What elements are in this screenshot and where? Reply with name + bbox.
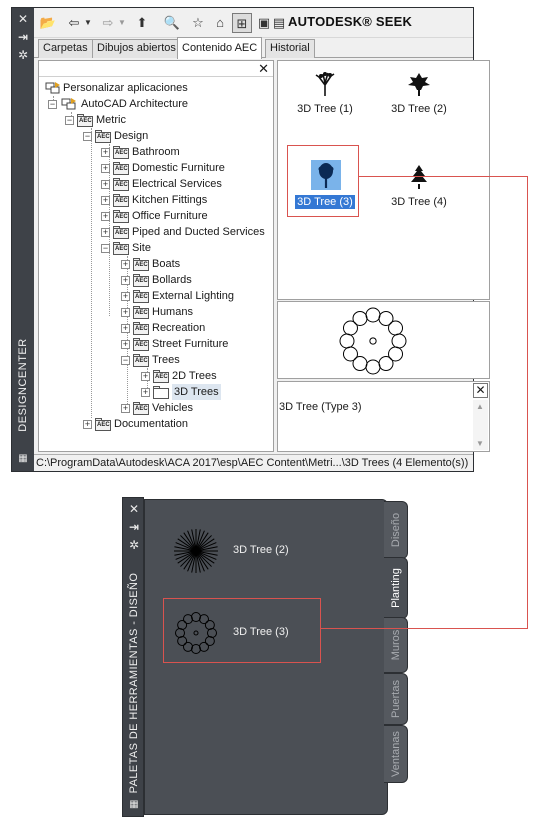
tree-header xyxy=(39,61,273,77)
canopy-lobe xyxy=(353,311,367,325)
expand-icon[interactable]: + xyxy=(102,195,109,205)
folder-icon: AEC xyxy=(133,258,149,271)
description-text: 3D Tree (Type 3) xyxy=(279,401,362,413)
item-3d-tree-4[interactable]: 3D Tree (4) xyxy=(374,158,464,218)
folder-icon: AEC xyxy=(133,274,149,287)
folder-icon: AEC xyxy=(113,210,129,223)
tree-1-icon xyxy=(313,71,337,97)
tree-4-icon xyxy=(407,164,431,190)
canopy-lobe xyxy=(340,334,354,348)
scroll-up-icon[interactable]: ▲ xyxy=(476,402,484,411)
item-3d-tree-2[interactable]: 3D Tree (2) xyxy=(374,65,464,125)
expand-icon[interactable]: + xyxy=(84,419,91,429)
close-description-icon[interactable]: ✕ xyxy=(473,383,488,398)
folder-icon: AEC xyxy=(113,226,129,239)
grip-icon[interactable]: ▦ xyxy=(18,453,28,464)
designcenter-title: DESIGNCENTER xyxy=(17,338,29,432)
tab-muros[interactable]: Muros xyxy=(384,617,408,673)
folder-icon: AEC xyxy=(133,402,149,415)
collapse-icon[interactable]: − xyxy=(49,99,56,109)
folder-tree[interactable]: ✕ Personalizar aplicaciones − AutoCAD Architecture − AEC Metric − AEC Design + AEC Bathroom + AEC Domestic Furniture + AEC Electrical Services + AEC Kitchen Fittings + AEC Office Furniture + AEC Piped and Ducted Services − AEC Site + AEC Boats + AEC Bollards + AEC External Lighting + AEC Humans + AEC Recreation + AEC Street Furniture − AEC Trees + AEC 2D Trees + 3D Trees + AEC Vehicles + AEC Documentation xyxy=(38,60,274,452)
forward-icon[interactable]: ⇨ xyxy=(102,15,114,30)
folder-icon: AEC xyxy=(133,322,149,335)
expand-icon[interactable]: + xyxy=(102,179,109,189)
properties-icon[interactable]: ✲ xyxy=(17,48,29,62)
collapse-icon[interactable]: − xyxy=(122,355,129,365)
tab-contenido-aec[interactable]: Contenido AEC xyxy=(177,37,262,59)
forward-dropdown-icon[interactable]: ▼ xyxy=(118,18,126,27)
canopy-lobe xyxy=(366,308,380,322)
tab-dibujos-abiertos[interactable]: Dibujos abiertos xyxy=(92,39,181,58)
close-tree-icon[interactable]: ✕ xyxy=(258,61,269,76)
expand-icon[interactable]: + xyxy=(122,339,129,349)
designcenter-titlebar[interactable] xyxy=(12,8,34,471)
expand-icon[interactable]: + xyxy=(102,211,109,221)
folder-icon: AEC xyxy=(113,194,129,207)
tab-diseno[interactable]: Diseño xyxy=(384,501,408,559)
folder-icon: AEC xyxy=(77,114,93,127)
tab-ventanas[interactable]: Ventanas xyxy=(384,725,408,783)
preview-toggle-icon[interactable]: ▣ xyxy=(257,15,271,30)
folder-icon: AEC xyxy=(153,370,169,383)
expand-icon[interactable]: + xyxy=(102,147,109,157)
customize-icon xyxy=(61,97,77,110)
properties-icon[interactable]: ✲ xyxy=(128,538,140,552)
callout-line xyxy=(527,176,528,629)
tab-historial[interactable]: Historial xyxy=(265,39,315,58)
tab-planting[interactable]: Planting xyxy=(384,557,408,619)
canopy-lobe xyxy=(343,347,357,361)
up-folder-icon[interactable]: ⬆ xyxy=(136,15,148,30)
autohide-icon[interactable]: ⇥ xyxy=(128,520,140,534)
tree-view-toggle-icon[interactable]: ⊞ xyxy=(232,13,252,33)
grip-icon[interactable]: ▦ xyxy=(129,799,139,810)
description-scrollbar[interactable] xyxy=(473,400,488,450)
tab-carpetas[interactable]: Carpetas xyxy=(38,39,93,58)
search-icon[interactable]: 🔍 xyxy=(163,15,181,30)
expand-icon[interactable]: + xyxy=(142,371,149,381)
folder-icon: AEC xyxy=(95,418,111,431)
open-folder-icon[interactable]: 📂 xyxy=(39,15,57,30)
folder-icon: AEC xyxy=(113,162,129,175)
tool-3d-tree-2[interactable]: 3D Tree (2) xyxy=(165,522,365,582)
preview-pane xyxy=(277,301,490,379)
tree-2-icon xyxy=(407,71,431,97)
folder-icon xyxy=(153,386,169,399)
back-dropdown-icon[interactable]: ▼ xyxy=(84,18,92,27)
close-icon[interactable]: ✕ xyxy=(128,502,140,516)
folder-icon: AEC xyxy=(133,306,149,319)
toolbar xyxy=(34,8,473,38)
collapse-icon[interactable]: − xyxy=(102,243,109,253)
description-toggle-icon[interactable]: ▤ xyxy=(272,15,286,30)
canopy-lobe xyxy=(389,321,403,335)
collapse-icon[interactable]: − xyxy=(66,115,73,125)
back-icon[interactable]: ⇦ xyxy=(68,15,80,30)
callout-box-designcenter xyxy=(287,145,359,217)
tree-plan-star-icon xyxy=(171,526,221,576)
status-path: C:\ProgramData\Autodesk\ACA 2017\esp\AEC Content\Metri...\3D Trees (4 Elemento(s)) xyxy=(34,454,473,471)
folder-icon: AEC xyxy=(133,338,149,351)
expand-icon[interactable]: + xyxy=(122,307,129,317)
autohide-icon[interactable]: ⇥ xyxy=(17,30,29,44)
folder-icon: AEC xyxy=(113,178,129,191)
item-3d-tree-1[interactable]: 3D Tree (1) xyxy=(280,65,370,125)
tree-plan-preview xyxy=(278,302,491,380)
expand-icon[interactable]: + xyxy=(122,323,129,333)
designcenter-window xyxy=(11,7,486,472)
expand-icon[interactable]: + xyxy=(122,259,129,269)
expand-icon[interactable]: + xyxy=(122,275,129,285)
folder-icon: AEC xyxy=(113,146,129,159)
folder-icon: AEC xyxy=(133,290,149,303)
expand-icon[interactable]: + xyxy=(122,291,129,301)
tool-3d-tree-3[interactable]: 3D Tree (3) xyxy=(165,604,365,664)
favorites-icon[interactable]: ☆ xyxy=(192,15,204,30)
description-pane xyxy=(277,381,490,452)
scroll-down-icon[interactable]: ▼ xyxy=(476,439,484,448)
expand-icon[interactable]: + xyxy=(142,387,149,397)
folder-icon: AEC xyxy=(95,130,111,143)
close-icon[interactable]: ✕ xyxy=(17,12,29,26)
expand-icon[interactable]: + xyxy=(122,403,129,413)
canopy-lobe xyxy=(379,357,393,371)
tool-palette-title: PALETAS DE HERRAMIENTAS - DISEÑO xyxy=(128,572,140,794)
canopy-lobe xyxy=(392,334,406,348)
customize-icon xyxy=(45,81,61,94)
home-icon[interactable]: ⌂ xyxy=(216,15,224,30)
expand-icon[interactable]: + xyxy=(102,227,109,237)
trunk-mark xyxy=(370,338,376,344)
tab-puertas[interactable]: Puertas xyxy=(384,673,408,725)
collapse-icon[interactable]: − xyxy=(84,131,91,141)
seek-link[interactable]: AUTODESK® SEEK xyxy=(288,14,413,29)
canopy-lobe xyxy=(366,360,380,374)
expand-icon[interactable]: + xyxy=(102,163,109,173)
callout-box-palette xyxy=(163,598,321,663)
callout-line xyxy=(359,176,528,177)
callout-line xyxy=(321,628,528,629)
tool-palette-titlebar[interactable] xyxy=(122,497,144,817)
tab-bar xyxy=(34,38,473,58)
folder-icon: AEC xyxy=(133,354,149,367)
folder-icon: AEC xyxy=(113,242,129,255)
item-3d-tree-3[interactable]: 3D Tree (3) xyxy=(280,158,370,218)
